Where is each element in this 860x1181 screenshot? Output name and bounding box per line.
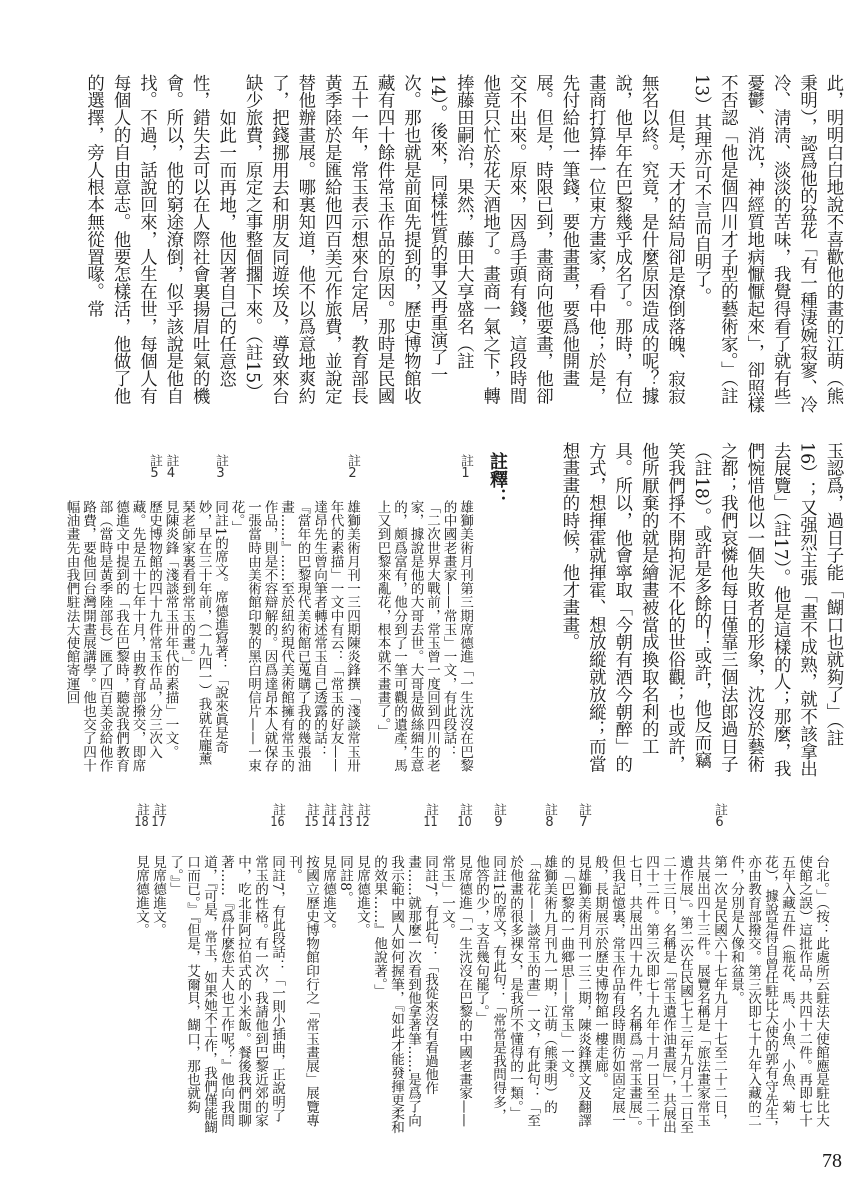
note-text: 台北。」（按：此處所云駐法大使館應是駐比大使館之誤）這批作品，共四十二件。再即七十五年入藏五件（瓶花、馬、小魚、小魚、菊花），據說是得自曾任駐比大使的郭有守先生，亦由教育部撥交。第三次即七十九年入藏的二件，分別是人像和盆景。 — [728, 855, 829, 1134]
note-6 — [591, 803, 727, 1135]
note-text: 同註8。 — [337, 855, 353, 905]
note-label: 註9 — [491, 803, 506, 829]
note-text: 同註1的席文，有此句：「常常是我問得多，他答的少，支吾幾句罷了。」 — [473, 855, 506, 1123]
note-11 — [370, 803, 438, 1135]
note-label: 註3 — [213, 454, 228, 480]
notes-column-upper — [33, 454, 473, 776]
note-15 — [285, 803, 319, 1135]
paragraph: 玉認爲，過日子能「餬口也就夠了」（註16）；又强烈主張「畫不成熟，就不該拿出去展覽」（註17）。他是這樣的人；那麼，我們惋惜他以一個失敗者的形象，沈沒於藝術之都；我們哀憐他每日僅靠三個法郎過日子（註18）。或許是多餘的！或許，他反而竊笑我們掙不開拘泥不化的世俗觀；也或許，他所厭棄的就是繪畫被當成換取名利的工具。所以，他會寧取「今朝有酒今朝醉」的方式，想揮霍就揮霍、想放縱就放縱；而當想畫畫的時候，他才畫畫。 — [558, 442, 843, 778]
main-text-top — [20, 74, 846, 414]
note-text: 雄獅美術月刊一三四期陳炎鋒撰「淺談常玉卅年代的素描」一文中有云：「常玉的好友——達昂先生曾向筆者轉述常玉自己透露的話：『當年的巴黎現代美術館已蒐購了我的幾張油畫……』……至於紐約現代美術館擁有常玉的作品，則是不容辯解的。因爲達昂本人就保存一張當時由美術館印製的黑白明信片——一束花。」 — [228, 500, 360, 772]
note-label: 註13 — [338, 803, 353, 829]
note-text: 見席德進文。 — [133, 855, 149, 937]
note-text: 見雄獅美術月刊一三二期，陳炎鋒撰文及翻譯的「巴黎的一曲鄉思——常玉」一文。 — [558, 855, 591, 1127]
note-2 — [228, 454, 360, 776]
note-text: 歷史博物館的四十九件常玉作品，分三次入藏。先是五十七年十月，由教育部撥交，即席德進文中提到的「我在巴黎時，聽說我們教育部（當時是黃季陸部長）匯了四百美金給他作路費，要他回台灣開畫展講學。他也交了四十幅油畫先由我們駐法大使館寄運回 — [63, 500, 162, 772]
note-text: 見席德進文。 — [354, 855, 370, 937]
note-16 — [166, 803, 285, 1135]
note-text: 同註1的席文。席德進寫著：「說來眞是奇妙，早在三十年前，（一九四一）我就在龐薰琹老師家裏看到常玉的畫。」 — [179, 500, 228, 766]
note-14 — [319, 803, 336, 1135]
note-5-continued — [727, 855, 829, 1135]
note-label: 註14 — [321, 803, 336, 829]
note-text: 見席德進「一生沈沒在巴黎的中國老畫家——常玉」一文。 — [439, 855, 472, 1127]
note-7 — [557, 803, 591, 1135]
note-label: 註12 — [355, 803, 370, 829]
note-label: 註10 — [457, 803, 472, 829]
note-text: 第一次是民國六十七年九月十七至二十二日，共展出四十三件。展覽名稱是「旅法畫家常玉遺作展」。第二次在民國七十三年九月十二日至二十三日，名稱是「常玉遺作油畫展」，共展出四十二件。第三次即七十九年十月一日至二十七日，共展出四十九件，名稱爲「常玉畫展」。但我記憶裏，常玉作品有段時間彷如固定展一般，長期展示於歷史博物館一樓走廊。 — [592, 855, 727, 1134]
note-label: 註7 — [576, 803, 591, 829]
note-text: 見席德進文。 — [150, 855, 166, 937]
note-17 — [149, 803, 166, 1135]
note-text: 雄獅美術月刊第三期席德進「一生沈沒在巴黎的中國老畫家——常玉」一文，有此段話：「二次世界大戰前，常玉曾一度回到四川的老家，據說是他的大哥去世。大哥是做絲綢生意的，頗爲富有，他分到了一筆可觀的遺產，馬上又到巴黎來亂花，根本就不畫畫了。」 — [374, 500, 473, 772]
note-8 — [506, 803, 557, 1135]
note-label: 註1 — [458, 454, 473, 480]
paragraph: 但是，天才的結局卻是潦倒落魄、寂寂無名以終。究竟，是什麼原因造成的呢？據說，他早年在巴黎幾乎成名了。那時，有位畫商打算捧一位東方畫家，看中他；於是，先付給他一筆錢，要他畫畫，要爲他開畫展。但是，時限已到，畫商向他要畫，他卻交不出來。原來，因爲手頭有錢，這段時間他竟只忙於花天酒地了。畫商一氣之下，轉捧藤田嗣治，果然，藤田大享盛名（註14）。後來，同樣性質的事又再重演了一次。那也就是前面先提到的，歷史博物館收藏有四十餘件常玉作品的原因。那時是民國五十一年，常玉表示想來台定居，教育部長黃季陸於是匯給他四百美元作旅費，並說定替他辦畫展。哪裏知道，他不以爲意地爽約了，把錢挪用去和朋友同遊埃及，導致來台缺少旅費，原定之事整個擱下來。（註15） — [242, 74, 685, 405]
note-9 — [472, 803, 506, 1135]
note-4 — [162, 454, 179, 776]
note-text: 雄獅美術九月刊九一期，江萌（熊秉明）的「盆花——談常玉的畫」一文，有此句：「至於他畫的很多裸女，是我所不懂得的一類。」 — [507, 855, 557, 1127]
paragraph: 此，明明白白地說不喜歡他的畫的江萌（熊秉明），認爲他的盆花「有一種淒婉寂寥、冷冷、淸淸、淡淡的苦味，我覺得看了就有些憂鬱、消沈，神經質地病懨懨起來」，卻照樣不否認「他是個四川才子型的藝術家。」（註13）其理亦可不言而自明了。 — [690, 74, 843, 414]
note-1 — [374, 454, 473, 776]
note-3 — [179, 454, 229, 776]
note-label: 註6 — [712, 803, 727, 829]
note-text: 見席德進文。 — [320, 855, 336, 937]
note-label: 註15 — [304, 803, 319, 829]
note-5 — [63, 454, 162, 776]
note-text: 按國立歷史博物館印行之「常玉畫展」展覽專刊。 — [286, 855, 319, 1127]
page-number: 78 — [822, 1150, 842, 1172]
notes-heading: 註釋： — [487, 452, 508, 506]
note-text: 同註7，有此段話：「一則小插曲，正說明了常玉的性格。有一次，我請他到巴黎近郊的家中，吃北非阿拉伯式的小米飯。餐後我們閒聊著……『爲什麼您夫人也工作呢？』他向我問道，『可是，常玉，如果她不工作，我們僅能餬口而已。』『但是，艾爾貝，餬口，那也就夠了。』」 — [167, 855, 285, 1134]
paragraph: 如此一而再地，他因著自己的任意恣性，錯失去可以在人際社會裏揚眉吐氣的機會。所以，他的窮途潦倒，似乎該說是他自找。不過，話說回來，人生在世，每個人有每個人的自由意志。他要怎樣活，他做了他的選擇，旁人根本無從置喙。常 — [83, 74, 236, 405]
note-label: 註2 — [345, 454, 360, 480]
note-label: 註18 — [134, 803, 149, 829]
note-label: 註16 — [270, 803, 285, 829]
note-18 — [132, 803, 149, 1135]
note-label: 註8 — [542, 803, 557, 829]
note-text: 同註7，有此句：「我從來沒有看過他作畫……就那麼一次看到他拿著筆……是爲了向我示範中國人如何握筆，『如此才能發揮更柔和的效果……』他說著。」 — [371, 855, 438, 1134]
notes-column-lower — [29, 803, 829, 1135]
note-label: 註17 — [151, 803, 166, 829]
main-text-continued — [506, 442, 846, 782]
note-label: 註4 — [163, 454, 179, 480]
note-text: 見陳炎鋒「淺談常玉卅年代的素描」一文。 — [162, 500, 179, 759]
note-label: 註5 — [147, 454, 162, 480]
note-10 — [438, 803, 472, 1135]
note-label: 註11 — [423, 803, 438, 829]
note-13 — [336, 803, 353, 1135]
note-12 — [353, 803, 370, 1135]
